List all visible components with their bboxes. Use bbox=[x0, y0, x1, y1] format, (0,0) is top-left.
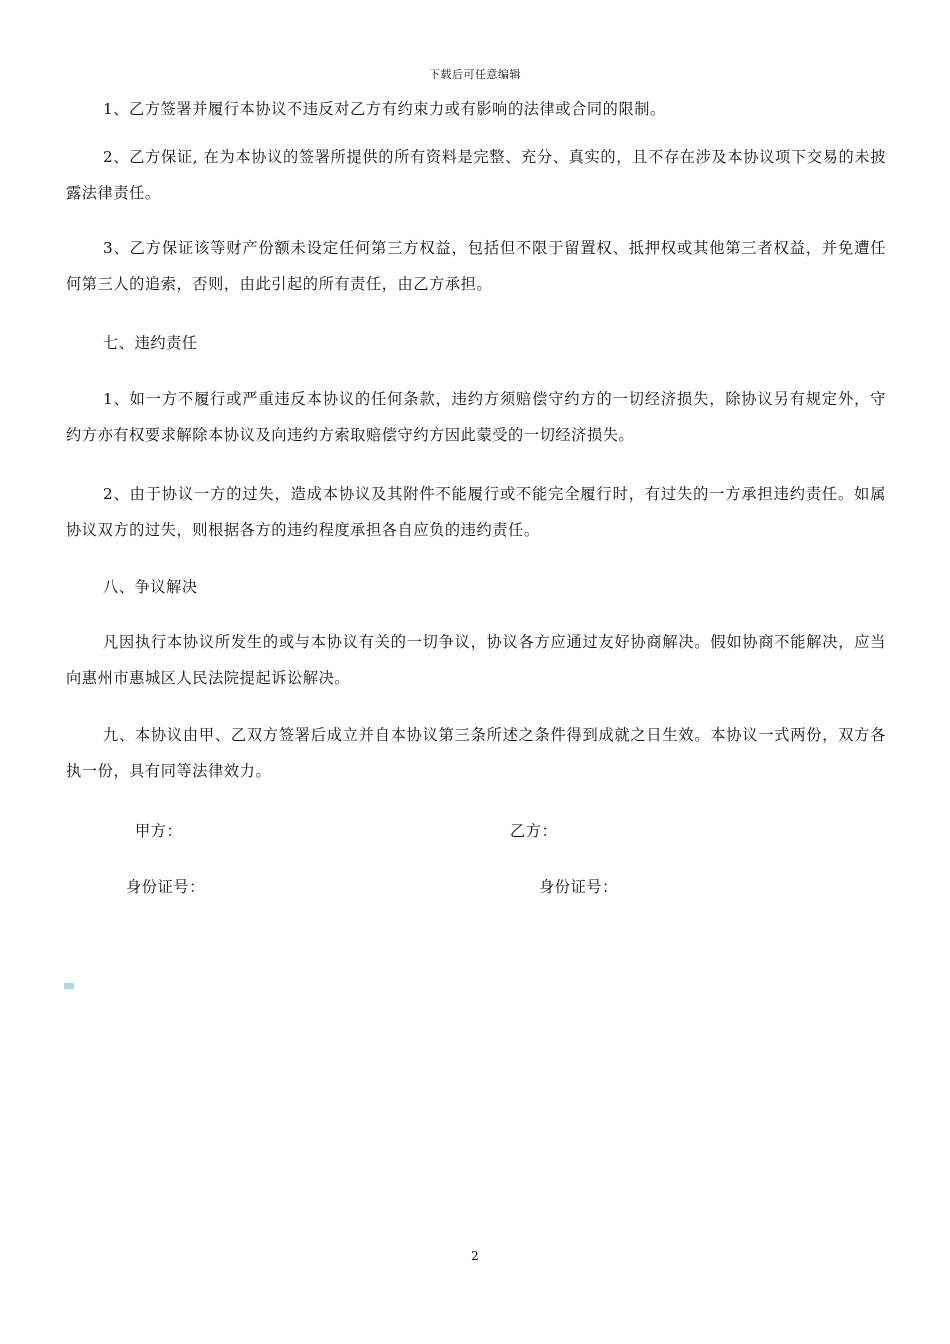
party-b-label: 乙方： bbox=[510, 822, 558, 840]
section-7-heading: 七、违约责任 bbox=[103, 334, 198, 352]
section-7-paragraph-1: 1、如一方不履行或严重违反本协议的任何条款，违约方须赔偿守约方的一切经济损失，除协议另有规定外，守约方亦有权要求解除本协议及向违约方索取赔偿守约方因此蒙受的一切经济损失。 bbox=[66, 390, 886, 444]
page-number: 2 bbox=[471, 1249, 479, 1263]
section-7-paragraph-2: 2、由于协议一方的过失，造成本协议及其附件不能履行或不能完全履行时，有过失的一方承担违约责任。如属协议双方的过失，则根据各方的违约程度承担各自应负的违约责任。 bbox=[66, 485, 886, 539]
section-8-paragraph: 凡因执行本协议所发生的或与本协议有关的一切争议，协议各方应通过友好协商解决。假如协商不能解决，应当向惠州市惠城区人民法院提起诉讼解决。 bbox=[66, 633, 886, 687]
clause-b2: 2、乙方保证, 在为本协议的签署所提供的所有资料是完整、充分、真实的，且不存在涉及本协议项下交易的未披露法律责任。 bbox=[66, 148, 886, 202]
section-9-paragraph: 九、本协议由甲、乙双方签署后成立并自本协议第三条所述之条件得到成就之日生效。本协议一式两份，双方各执一份，具有同等法律效力。 bbox=[66, 726, 886, 780]
party-a-id-label: 身份证号： bbox=[126, 878, 205, 896]
party-b-id-label: 身份证号： bbox=[539, 878, 618, 896]
highlight-marker bbox=[64, 983, 74, 989]
party-a-label: 甲方： bbox=[135, 822, 183, 840]
clause-b1: 1、乙方签署并履行本协议不违反对乙方有约束力或有影响的法律或合同的限制。 bbox=[103, 100, 666, 118]
page-header: 下载后可任意编辑 bbox=[429, 68, 521, 81]
clause-b3: 3、乙方保证该等财产份额未设定任何第三方权益，包括但不限于留置权、抵押权或其他第三者权益，并免遭任何第三人的追索，否则，由此引起的所有责任，由乙方承担。 bbox=[66, 239, 886, 293]
section-8-heading: 八、争议解决 bbox=[103, 578, 198, 596]
